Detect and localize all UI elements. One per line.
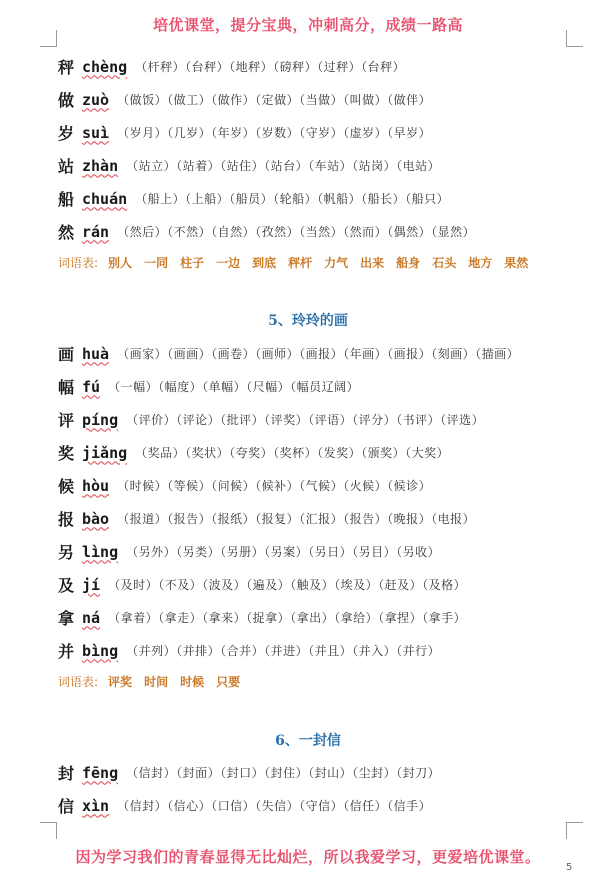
vocab-item: 出来 <box>360 255 385 270</box>
vocab-item: 船身 <box>396 255 421 270</box>
word-list: （信封）（信心）（口信）（失信）（守信）（信任）（信手） <box>117 799 432 813</box>
vocab-label: 词语表: <box>58 255 99 270</box>
vocab-item: 评奖 <box>108 674 133 689</box>
char-row <box>58 568 578 601</box>
lesson-6-title: 6、一封信 <box>275 733 341 749</box>
char-row <box>58 436 578 469</box>
hanzi: 及 <box>58 576 75 595</box>
hanzi: 做 <box>58 91 75 110</box>
vocab-item: 果然 <box>504 255 529 270</box>
word-list: （然后）（不然）（自然）（孜然）（当然）（然而）（偶然）（显然） <box>117 225 476 239</box>
pinyin: ná <box>82 608 101 627</box>
vocab-item: 石头 <box>432 255 457 270</box>
hanzi: 并 <box>58 642 75 661</box>
char-row <box>58 601 578 634</box>
vocab-list <box>58 248 578 276</box>
hanzi: 画 <box>58 345 75 364</box>
word-list: （做饭）（做工）（做作）（定做）（当做）（叫做）（做伴） <box>117 93 432 107</box>
hanzi: 拿 <box>58 609 75 628</box>
lesson-6 <box>58 756 578 822</box>
char-row <box>58 789 578 822</box>
word-list: （并列）（并排）（合并）（并进）（并且）（并入）（并行） <box>126 644 441 658</box>
page-number: 5 <box>566 862 573 873</box>
vocab-item: 一同 <box>144 255 169 270</box>
word-list: （另外）（另类）（另册）（另案）（另日）（另目）（另收） <box>126 545 441 559</box>
char-row <box>58 535 578 568</box>
hanzi: 然 <box>58 223 75 242</box>
section-a <box>58 50 578 276</box>
footer-banner: 因为学习我们的青春显得无比灿烂，所以我爱学习，更爱培优课堂。 <box>75 848 541 866</box>
vocab-item: 秤杆 <box>288 255 313 270</box>
pinyin: chuán <box>82 189 128 208</box>
hanzi: 候 <box>58 477 75 496</box>
pinyin: chèng <box>82 57 128 76</box>
hanzi: 报 <box>58 510 75 529</box>
pinyin: lìng <box>82 542 119 561</box>
word-list: （画家）（画画）（画卷）（画师）（画报）（年画）（画报）（刻画）（描画） <box>117 347 520 361</box>
hanzi: 奖 <box>58 444 75 463</box>
vocab-item: 时候 <box>180 674 205 689</box>
char-row <box>58 215 578 248</box>
word-list: （一幅）（幅度）（单幅）（尺幅）（幅员辽阔） <box>108 380 360 394</box>
header-banner: 培优课堂，提分宝典，冲刺高分，成绩一路高 <box>152 16 463 34</box>
word-list: （及时）（不及）（波及）（遍及）（触及）（埃及）（赶及）（及格） <box>108 578 467 592</box>
hanzi: 秤 <box>58 58 75 77</box>
pinyin: píng <box>82 410 119 429</box>
pinyin: xìn <box>82 796 110 815</box>
word-list: （站立）（站着）（站住）（站台）（车站）（站岗）（电站） <box>126 159 441 173</box>
pinyin: jí <box>82 575 101 594</box>
pinyin: zuò <box>82 90 110 109</box>
word-list: （评价）（评论）（批评）（评奖）（评语）（评分）（书评）（评选） <box>126 413 485 427</box>
word-list: （奖品）（奖状）（夸奖）（奖杯）（发奖）（颁奖）（大奖） <box>135 446 450 460</box>
vocab-item: 时间 <box>144 674 169 689</box>
word-list: （拿着）（拿走）（拿来）（捉拿）（拿出）（拿给）（拿捏）（拿手） <box>108 611 467 625</box>
crop-mark-bottom-left <box>40 822 57 839</box>
vocab-item: 地方 <box>468 255 493 270</box>
pinyin: zhàn <box>82 156 119 175</box>
pinyin: huà <box>82 344 110 363</box>
char-row <box>58 182 578 215</box>
pinyin: fēng <box>82 763 119 782</box>
hanzi: 评 <box>58 411 75 430</box>
vocab-item: 力气 <box>324 255 349 270</box>
char-row <box>58 116 578 149</box>
pinyin: hòu <box>82 476 110 495</box>
lesson-5-title: 5、玲玲的画 <box>268 313 348 329</box>
crop-mark-bottom-right <box>566 822 583 839</box>
char-row <box>58 502 578 535</box>
hanzi: 信 <box>58 797 75 816</box>
vocab-label: 词语表: <box>58 674 99 689</box>
char-row <box>58 50 578 83</box>
char-row <box>58 403 578 436</box>
char-row <box>58 634 578 667</box>
char-row <box>58 149 578 182</box>
hanzi: 封 <box>58 764 75 783</box>
word-list: （船上）（上船）（船员）（轮船）（帆船）（船长）（船只） <box>135 192 450 206</box>
char-row <box>58 469 578 502</box>
word-list: （信封）（封面）（封口）（封住）（封山）（尘封）（封刀） <box>126 766 441 780</box>
lesson-5 <box>58 337 578 695</box>
pinyin: bìng <box>82 641 119 660</box>
vocab-item: 只要 <box>216 674 241 689</box>
char-row <box>58 370 578 403</box>
word-list: （岁月）（几岁）（年岁）（岁数）（守岁）（虚岁）（早岁） <box>117 126 432 140</box>
vocab-item: 到底 <box>252 255 277 270</box>
vocab-list <box>58 667 578 695</box>
hanzi: 另 <box>58 543 75 562</box>
vocab-item: 别人 <box>108 255 133 270</box>
word-list: （杆秤）（台秤）（地秤）（磅秤）（过秤）（台秤） <box>135 60 406 74</box>
word-list: （时候）（等候）（问候）（候补）（气候）（火候）（候诊） <box>117 479 432 493</box>
hanzi: 岁 <box>58 124 75 143</box>
vocab-item: 柱子 <box>180 255 205 270</box>
hanzi: 船 <box>58 190 75 209</box>
char-row <box>58 83 578 116</box>
char-row <box>58 337 578 370</box>
vocab-item: 一边 <box>216 255 241 270</box>
hanzi: 站 <box>58 157 75 176</box>
pinyin: rán <box>82 222 110 241</box>
word-list: （报道）（报告）（报纸）（报复）（汇报）（报告）（晚报）（电报） <box>117 512 476 526</box>
pinyin: suì <box>82 123 110 142</box>
pinyin: jiǎng <box>82 443 128 462</box>
pinyin: fú <box>82 377 101 396</box>
pinyin: bào <box>82 509 110 528</box>
char-row <box>58 756 578 789</box>
hanzi: 幅 <box>58 378 75 397</box>
